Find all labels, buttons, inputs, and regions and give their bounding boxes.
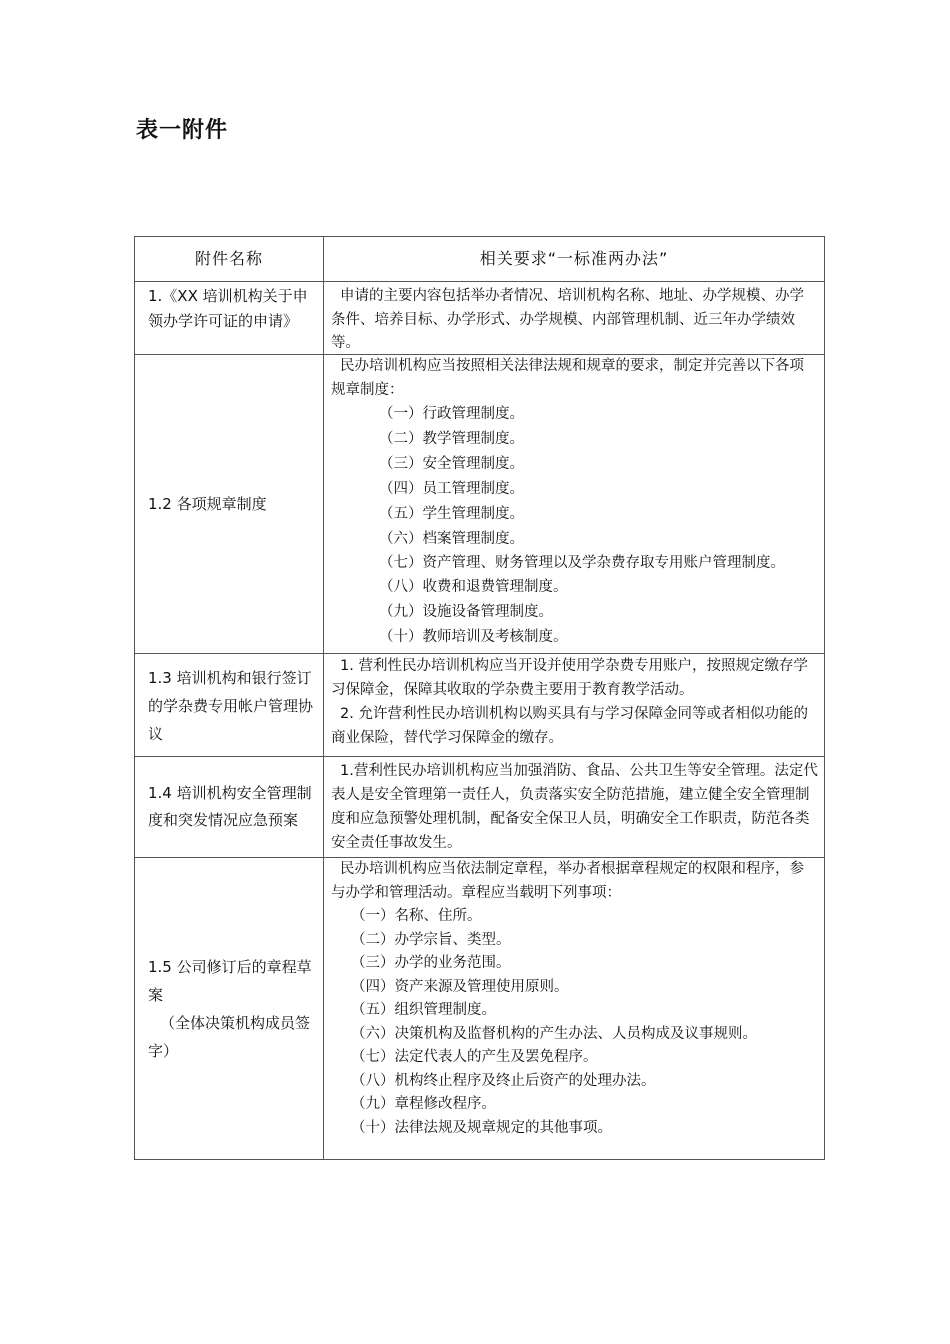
header-requirements: 相关要求“一标准两办法” xyxy=(324,237,825,282)
requirement-item: （四）员工管理制度。 xyxy=(379,481,524,497)
attachment-name-cell xyxy=(135,858,324,1160)
requirement-item: （五）组织管理制度。 xyxy=(351,1002,496,1018)
requirement-item: （九）章程修改程序。 xyxy=(351,1096,496,1112)
attachment-name: 1.4 培训机构安全管理制度和突发情况应急预案 xyxy=(148,784,312,829)
attachment-note: （全体决策机构成员签字） xyxy=(148,1013,311,1060)
requirement-item: 2. 允许营利性民办培训机构以购买具有与学习保障金同等或者相似功能的商业保险，替代学习保障金的缴存。 xyxy=(331,706,808,746)
attachment-name: 1.2 各项规章制度 xyxy=(148,494,267,513)
requirement-item: （七）法定代表人的产生及罢免程序。 xyxy=(351,1049,598,1065)
attachments-table xyxy=(134,236,825,1160)
requirement-item: （三）办学的业务范围。 xyxy=(351,955,511,971)
attachment-name: 1.《XX 培训机构关于申领办学许可证的申请》 xyxy=(148,287,308,330)
requirement-item: （二）办学宗旨、类型。 xyxy=(351,931,511,948)
requirement-text: 申请的主要内容包括举办者情况、培训机构名称、地址、办学规模、办学条件、培养目标、办学形式、办学规模、内部管理机制、近三年办学绩效等。 xyxy=(331,288,804,351)
requirement-item: （八）收费和退费管理制度。 xyxy=(379,579,568,595)
document-title: 表一附件 xyxy=(136,118,229,143)
header-attachment-name: 附件名称 xyxy=(135,237,324,282)
requirement-item: 1. 营利性民办培训机构应当开设并使用学杂费专用账户，按照规定缴存学习保障金，保障其收取的学杂费主要用于教育教学活动。 xyxy=(331,658,808,698)
requirement-item: （三）安全管理制度。 xyxy=(379,456,524,472)
requirements-cell xyxy=(324,355,825,654)
attachment-name-cell xyxy=(135,654,324,757)
requirements-cell xyxy=(324,858,825,1160)
attachment-name-cell xyxy=(135,757,324,858)
table-row xyxy=(135,654,825,757)
requirement-item: （七）资产管理、财务管理以及学杂费存取专用账户管理制度。 xyxy=(379,555,785,571)
requirement-text: 民办培训机构应当依法制定章程，举办者根据章程规定的权限和程序，参与办学和管理活动。章程应当载明下列事项： xyxy=(331,861,804,901)
requirements-cell xyxy=(324,757,825,858)
requirement-item: （六）决策机构及监督机构的产生办法、人员构成及议事规则。 xyxy=(351,1025,757,1042)
table-row xyxy=(135,355,825,654)
attachment-name-cell xyxy=(135,282,324,355)
requirement-item: （八）机构终止程序及终止后资产的处理办法。 xyxy=(351,1072,656,1089)
requirement-item: （四）资产来源及管理使用原则。 xyxy=(351,978,569,995)
requirement-item: （一）名称、住所。 xyxy=(351,908,482,924)
requirement-text: 民办培训机构应当按照相关法律法规和规章的要求，制定并完善以下各项规章制度： xyxy=(331,358,804,398)
requirement-item: （五）学生管理制度。 xyxy=(379,506,524,522)
attachment-name-cell xyxy=(135,355,324,654)
requirement-item: （一）行政管理制度。 xyxy=(379,406,524,422)
table-header-row xyxy=(135,237,825,282)
requirement-item: （二）教学管理制度。 xyxy=(379,431,524,447)
attachment-name: 1.3 培训机构和银行签订的学杂费专用帐户管理协议 xyxy=(148,669,314,743)
table-row xyxy=(135,757,825,858)
requirement-item: （十）法律法规及规章规定的其他事项。 xyxy=(351,1119,612,1136)
table-row xyxy=(135,282,825,355)
requirement-item: （九）设施设备管理制度。 xyxy=(379,604,553,620)
requirements-cell xyxy=(324,654,825,757)
table-row xyxy=(135,858,825,1160)
requirement-item: （六）档案管理制度。 xyxy=(379,531,524,547)
requirement-text: 1.营利性民办培训机构应当加强消防、食品、公共卫生等安全管理。法定代表人是安全管理第一责任人，负责落实安全防范措施，建立健全安全管理制度和应急预警处理机制，配备安全保卫人员，明确安全工作职责，防范各类安全责任事故发生。 xyxy=(331,763,818,851)
attachment-name: 1.5 公司修订后的章程草案 xyxy=(148,957,312,1004)
requirements-cell xyxy=(324,282,825,355)
requirement-item: （十）教师培训及考核制度。 xyxy=(379,629,568,645)
